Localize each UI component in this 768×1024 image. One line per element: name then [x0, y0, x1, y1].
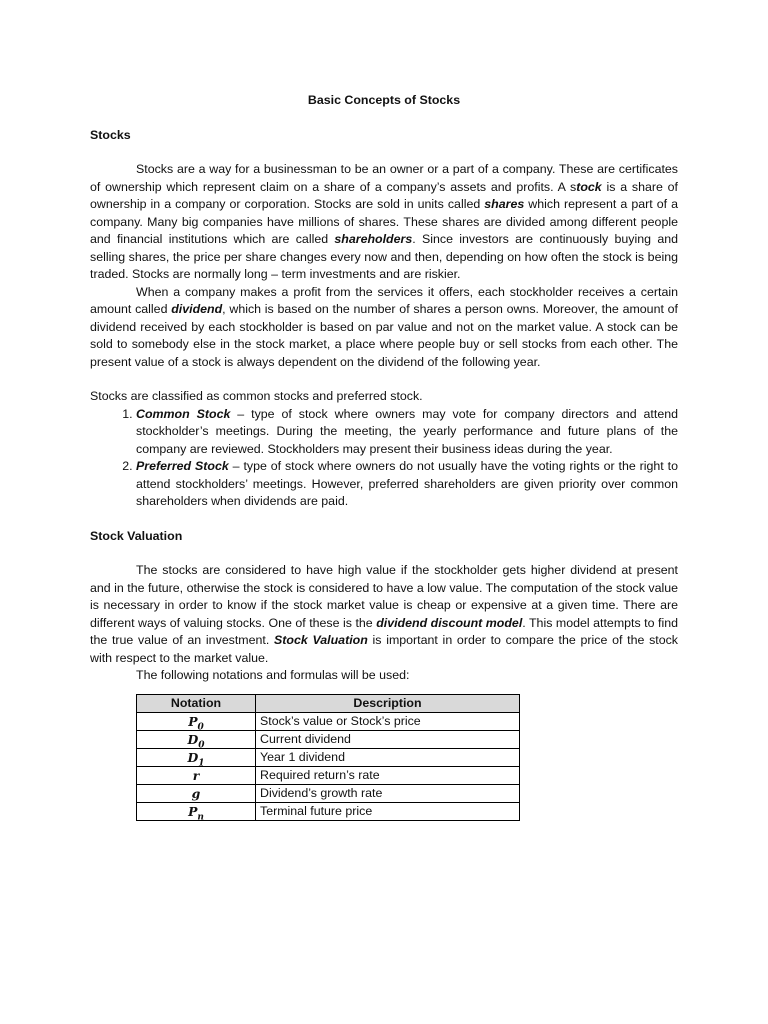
notation-description: Year 1 dividend [256, 748, 520, 766]
table-row [137, 802, 520, 820]
notation-symbol: $D_1$ [137, 748, 256, 766]
emphasis-dividend: dividend [171, 302, 223, 316]
table-header-row [137, 694, 520, 712]
text-run: Stocks are a way for a businessman to be an owner or a part of a company. These are certificates of ownership which represent claim on a share of a company’s assets and profits. A s [90, 162, 678, 194]
text-run: which represent a part of a company. Many big companies have millions of shares. These shares are divided among different people and financial institutions which are called [90, 197, 678, 246]
text-run: When a company makes a profit from the services it offers, each stockholder receives a certain amount called [90, 284, 678, 316]
list-item-preferred-stock [136, 458, 678, 511]
document-title: Basic Concepts of Stocks [307, 93, 461, 107]
notation-description: Dividend’s growth rate [256, 784, 520, 802]
column-header-notation: Notation [137, 694, 256, 712]
emphasis-shares: shares [484, 197, 525, 211]
stock-types-list [90, 406, 678, 511]
list-term: Common Stock [136, 406, 231, 421]
classification-sentence: Stocks are classified as common stocks and preferred stock. [90, 389, 423, 403]
emphasis-stock: tock [576, 179, 602, 194]
notation-symbol: $D_0$ [137, 730, 256, 748]
section-heading-stock-valuation: Stock Valuation [90, 528, 183, 543]
notation-symbol: r [137, 766, 256, 784]
notation-table [136, 694, 520, 821]
text-run: The stocks are considered to have high value if the stockholder gets higher dividend at present and in the future, otherwise the stock is considered to have a low value. The computation of the stock value is necessary in order to know if the stock market value is cheap or expensive at a given time. There are different ways of valuing stocks. One of these is the [90, 563, 678, 630]
notation-description: Required return’s rate [256, 766, 520, 784]
emphasis-dividend-discount-model: dividend discount model [376, 615, 523, 630]
section-heading-stocks: Stocks [90, 127, 131, 142]
column-header-description: Description [256, 694, 520, 712]
notation-description: Current dividend [256, 730, 520, 748]
text-run: is a share of ownership in a company or corporation. Stocks are sold in units called [90, 179, 678, 211]
valuation-paragraph [90, 562, 678, 667]
table-row [137, 730, 520, 748]
emphasis-stock-valuation: Stock Valuation [274, 633, 368, 647]
text-run: is important in order to compare the price of the stock with respect to the market value. [90, 633, 679, 665]
table-row [137, 766, 520, 784]
emphasis-shareholders: shareholders [334, 232, 413, 246]
table-row [137, 784, 520, 802]
table-row [137, 748, 520, 766]
document-content [90, 92, 678, 821]
notations-intro: The following notations and formulas will be used: [136, 668, 410, 682]
notation-description: Stock’s value or Stock’s price [256, 712, 520, 730]
text-run: , which is based on the number of shares a person owns. Moreover, the amount of dividend received by each stockholder is based on par value and not on the market value. A stock can be sold to somebody else in the stock market, a place where people buy or sell stocks from each other. The present value of a stock is always dependent on the dividend of the following year. [90, 302, 678, 369]
notation-description: Terminal future price [256, 802, 520, 820]
stocks-paragraph-2 [90, 284, 678, 372]
notation-symbol: $P_n$ [137, 802, 256, 820]
list-item-common-stock [136, 406, 678, 459]
list-description: – type of stock where owners may vote for company directors and attend stockholder’s meetings. During the meeting, the yearly performance and future plans of the company are reviewed. Stockholders may present their business ideas during the year. [136, 406, 678, 456]
text-run: . This model attempts to find the true value of an investment. [90, 615, 678, 647]
text-run: . Since investors are continuously buying and selling shares, the price per share changes every now and then, depending on how often the stock is being traded. Stocks are normally long – term investments and are riskier. [90, 232, 678, 281]
list-term: Preferred Stock [136, 459, 229, 473]
table-row [137, 712, 520, 730]
notation-symbol: $P_0$ [137, 712, 256, 730]
list-description: – type of stock where owners do not usually have the voting rights or the right to attend stockholders’ meetings. However, preferred shareholders are given priority over common shareholders when dividends are paid. [136, 459, 678, 508]
stocks-paragraph-1 [90, 161, 678, 284]
notation-symbol: g [137, 784, 256, 802]
